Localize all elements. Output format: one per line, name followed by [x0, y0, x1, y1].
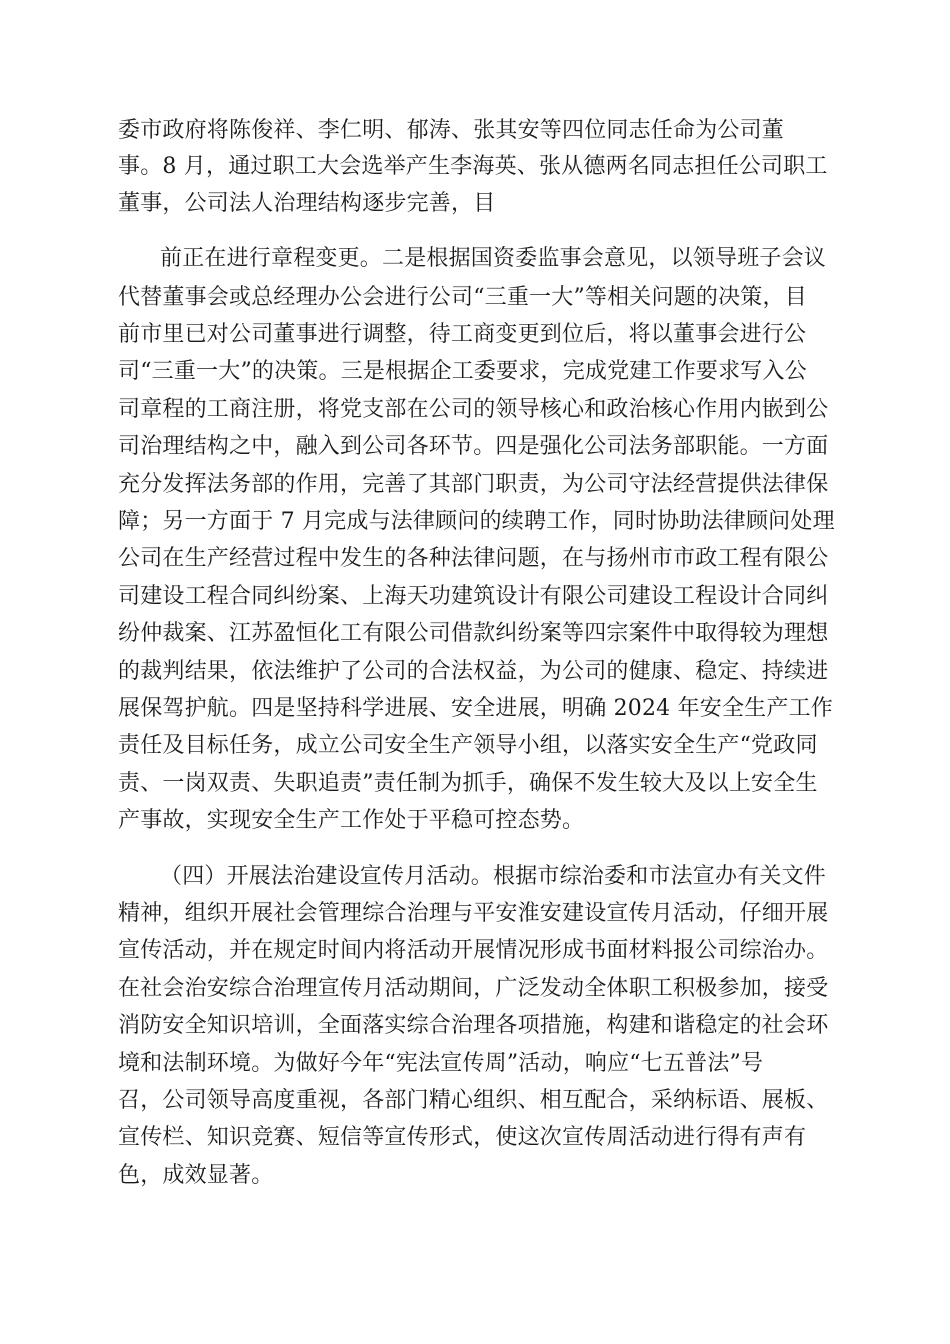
- text-line: 董事，公司法人治理结构逐步完善，目: [118, 191, 496, 216]
- text-line: 委市政府将陈俊祥、李仁明、郁涛、张其安等四位同志任命为公司董: [118, 118, 785, 143]
- text-line: 展保驾护航。四是坚持科学进展、安全进展，明确 2024 年安全生产工作: [118, 696, 833, 721]
- text-line: 境和法制环境。为做好今年“宪法宣传周”活动，响应“七五普法”号: [118, 1051, 764, 1076]
- text-line: （四）开展法治建设宣传月活动。根据市综治委和市法宣办有关文件: [160, 864, 827, 889]
- text-line: 宣传活动，并在规定时间内将活动开展情况形成书面材料报公司综治办。: [118, 938, 829, 963]
- text-line: 事。8 月，通过职工大会选举产生李海英、张从德两名同志担任公司职工: [118, 154, 828, 179]
- text-line: 在社会治安综合治理宣传月活动期间，广泛发动全体职工积极参加，接受: [118, 976, 829, 1001]
- text-line: 前市里已对公司董事进行调整，待工商变更到位后，将以董事会进行公: [118, 322, 807, 347]
- text-line: 精神，组织开展社会管理综合治理与平安淮安建设宣传月活动，仔细开展: [118, 901, 829, 926]
- text-line: 的裁判结果，依法维护了公司的合法权益，为公司的健康、稳定、持续进: [118, 659, 829, 684]
- text-line: 障；另一方面于 7 月完成与法律顾问的续聘工作，同时协助法律顾问处理: [118, 509, 835, 534]
- text-line: 责、一岗双责、失职追责”责任制为抓手，确保不发生较大及以上安全生: [118, 771, 818, 796]
- text-line: 充分发挥法务部的作用，完善了其部门职责，为公司守法经营提供法律保: [118, 472, 829, 497]
- text-line: 代替董事会或总经理办公会进行公司“三重一大”等相关问题的决策，目: [118, 285, 807, 310]
- text-line: 公司在生产经营过程中发生的各种法律问题，在与扬州市市政工程有限公: [118, 546, 829, 571]
- text-line: 司建设工程合同纠纷案、上海天功建筑设计有限公司建设工程设计合同纠: [118, 584, 829, 609]
- text-line: 色，成效显著。: [118, 1163, 274, 1188]
- text-line: 消防安全知识培训，全面落实综合治理各项措施，构建和谐稳定的社会环: [118, 1013, 829, 1038]
- text-line: 召，公司领导高度重视，各部门精心组织、相互配合，采纳标语、展板、: [118, 1088, 829, 1113]
- text-line: 产事故，实现安全生产工作处于平稳可控态势。: [118, 808, 585, 833]
- text-line: 前正在进行章程变更。二是根据国资委监事会意见，以领导班子会议: [160, 246, 827, 271]
- text-line: 司章程的工商注册，将党支部在公司的领导核心和政治核心作用内嵌到公: [118, 397, 829, 422]
- text-line: 纷仲裁案、江苏盈恒化工有限公司借款纠纷案等四宗案件中取得较为理想: [118, 621, 829, 646]
- text-line: 司“三重一大”的决策。三是根据企工委要求，完成党建工作要求写入公: [118, 359, 807, 384]
- text-line: 宣传栏、知识竞赛、短信等宣传形式，使这次宣传周活动进行得有声有: [118, 1125, 807, 1150]
- text-line: 司治理结构之中，融入到公司各环节。四是强化公司法务部职能。一方面: [118, 434, 829, 459]
- text-line: 责任及目标任务，成立公司安全生产领导小组，以落实安全生产“党政同: [118, 733, 818, 758]
